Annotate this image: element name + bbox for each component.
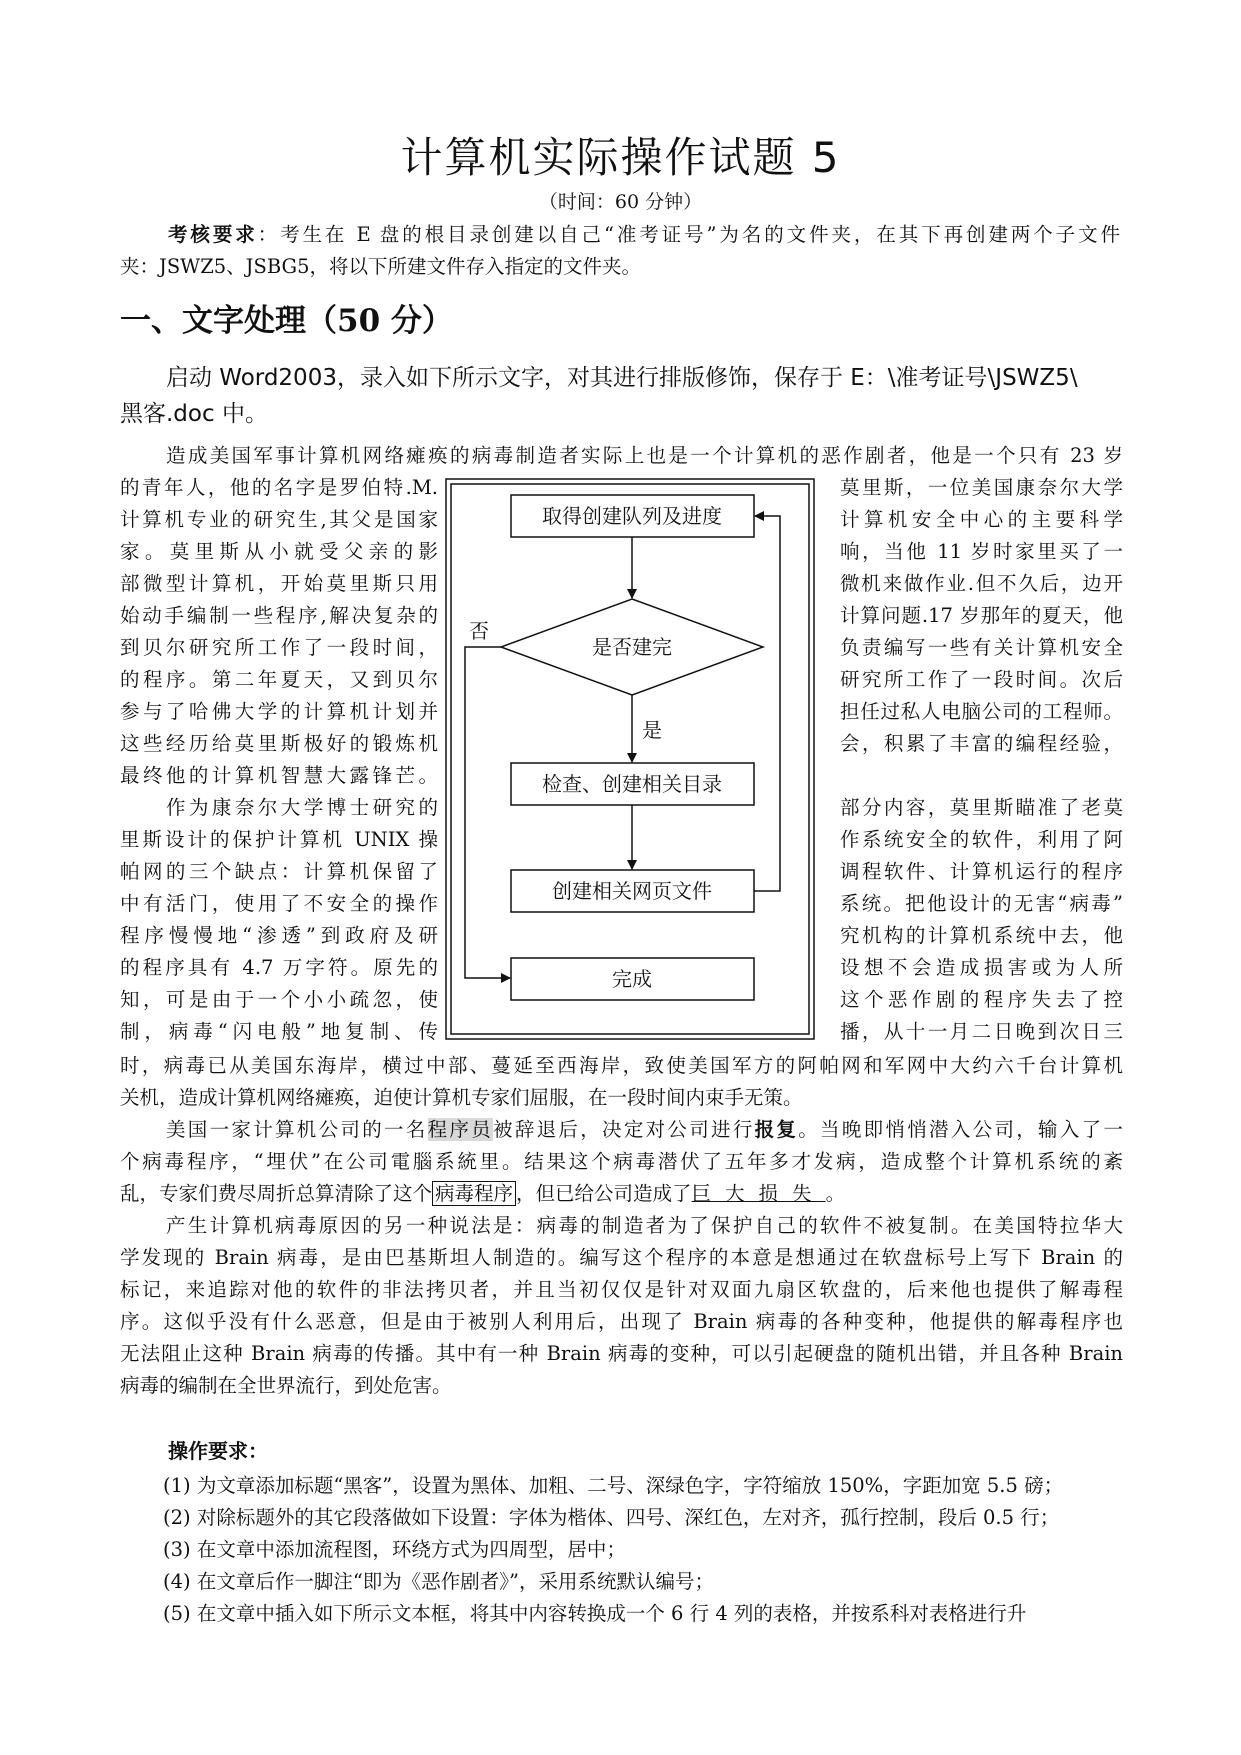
flowchart-box-create-label: 创建相关网页文件 [552, 879, 712, 903]
body-line-right: 计算机安全中心的主要科学 [840, 508, 1123, 531]
flowchart-loop-arrow [754, 516, 780, 891]
body-line: 乱，专家们费尽周折总算清除了这个 病毒程序 ，但已给公司造成了巨大损失。 [120, 1182, 846, 1205]
flowchart-no-arrow [465, 647, 510, 978]
operation-item: (2) 对除标题外的其它段落做如下设置：字体为楷体、四号、深红色，左对齐，孤行控制，段后 0.5 行； [163, 1506, 1060, 1529]
body-line-right: 微机来做作业.但不久后，边开 [840, 572, 1123, 595]
operation-item: (3) 在文章中添加流程图，环绕方式为四周型，居中； [163, 1538, 626, 1561]
intro-line-2: 黑客.doc 中。 [120, 401, 268, 427]
body-line-right: 负责编写一些有关计算机安全 [840, 636, 1123, 659]
body-line-left: 的程序具有 4.7 万字符。原先的 [120, 956, 438, 979]
body-line: 个病毒程序，“埋伏”在公司電腦系統里。结果这个病毒潜伏了五年多才发病，造成整个计算机系统的紊 [120, 1150, 1123, 1173]
flowchart-yes-label: 是 [642, 718, 662, 742]
body-line-right: 会，积累了丰富的编程经验， [840, 732, 1123, 755]
page-title: 计算机实际操作试题 5 [400, 133, 841, 182]
operations-heading: 操作要求： [168, 1439, 268, 1463]
flowchart-inner-border [451, 484, 809, 1034]
body-line-right: 担任过私人电脑公司的工程师。 [840, 700, 1123, 723]
requirement-text-1: ：考生在 E 盘的根目录创建以自己“准考证号”为名的文件夹，在其下再创建两个子文件 [257, 223, 1120, 246]
flowchart-box-check-label: 检查、创建相关目录 [542, 772, 722, 796]
requirement-text-2: 夹：JSWZ5、JSBG5，将以下所建文件存入指定的文件夹。 [120, 255, 642, 278]
body-line-left: 制，病毒“闪电般”地复制、传 [120, 1020, 438, 1043]
body-line-left: 到贝尔研究所工作了一段时间， [120, 636, 438, 659]
body-line-left: 里斯设计的保护计算机 UNIX 操 [120, 828, 438, 851]
body-line-right: 系统。把他设计的无害“病毒” [840, 892, 1123, 915]
body-line-left: 程序慢慢地“渗透”到政府及研 [120, 924, 438, 947]
operation-item: (5) 在文章中插入如下所示文本框，将其中内容转换成一个 6 行 4 列的表格，并按系科对表格进行升 [163, 1602, 1027, 1625]
body-line-left: 知，可是由于一个小小疏忽，使 [120, 988, 438, 1011]
body-line: 序。这似乎没有什么恶意，但是由于被别人利用后，出现了 Brain 病毒的各种变种，他提供的解毒程序也 [120, 1310, 1123, 1333]
flowchart-outer-border [446, 479, 814, 1039]
body-line-right: 究机构的计算机系统中去，他 [840, 924, 1123, 947]
flowchart-no-label: 否 [469, 619, 489, 643]
requirement-label: 考核要求 [168, 223, 258, 246]
body-line-left: 帕网的三个缺点：计算机保留了 [120, 860, 438, 883]
body-line-right: 播，从十一月二日晚到次日三 [840, 1020, 1123, 1043]
body-line: 无法阻止这种 Brain 病毒的传播。其中有一种 Brain 病毒的变种，可以引起硬盘的随机出错，并且各种 Brain [120, 1342, 1123, 1365]
body-line-left: 的青年人，他的名字是罗伯特.M. [120, 476, 438, 499]
flowchart-box-done-label: 完成 [612, 967, 652, 991]
body-line: 美国一家计算机公司的一名程序员被辞退后，决定对公司进行报复。当晚即悄悄潜入公司，输入了一 [166, 1118, 1123, 1141]
body-line: 时，病毒已从美国东海岸，横过中部、蔓延至西海岸，致使美国军方的阿帕网和军网中大约六千台计算机 [120, 1054, 1123, 1077]
operation-item: (4) 在文章后作一脚注“即为《恶作剧者》”，采用系统默认编号； [163, 1570, 715, 1593]
body-line-right: 部分内容，莫里斯瞄准了老莫 [840, 796, 1123, 819]
body-line-left: 最终他的计算机智慧大露锋芒。 [120, 764, 438, 787]
body-line-left: 家。莫里斯从小就受父亲的影 [120, 540, 438, 563]
body-line-right: 设想不会造成损害或为人所 [840, 956, 1123, 979]
body-line-left: 部微型计算机，开始莫里斯只用 [120, 572, 438, 595]
body-line-right: 响，当他 11 岁时家里买了一 [840, 540, 1123, 563]
operation-item: (1) 为文章添加标题“黑客”，设置为黑体、加粗、二号、深绿色字，字符缩放 150%，字距加宽 5.5 磅； [163, 1474, 1064, 1497]
body-line: 产生计算机病毒原因的另一种说法是：病毒的制造者为了保护自己的软件不被复制。在美国特拉华大 [166, 1214, 1123, 1237]
body-line-left: 参与了哈佛大学的计算机计划并 [120, 700, 438, 723]
body-line: 学发现的 Brain 病毒，是由巴基斯坦人制造的。编写这个程序的本意是想通过在软盘标号上写下 Brain 的 [120, 1246, 1123, 1269]
body-line-left: 的程序。第二年夏天，又到贝尔 [120, 668, 438, 691]
section-intro [120, 360, 1128, 432]
body-line: 病毒的编制在全世界流行，到处危害。 [120, 1374, 452, 1397]
body-line-right: 莫里斯，一位美国康奈尔大学 [840, 476, 1123, 499]
flowchart-decision-label: 是否建完 [592, 635, 672, 659]
body-line-right: 作系统安全的软件，利用了阿 [840, 828, 1123, 851]
section-heading: 一、文字处理（50 分） [120, 303, 453, 339]
body-line-left: 始动手编制一些程序,解决复杂的 [120, 604, 438, 627]
body-line-right: 研究所工作了一段时间。次后 [840, 668, 1123, 691]
body-line-right: 调程软件、计算机运行的程序 [840, 860, 1123, 883]
exam-requirement [120, 219, 1120, 283]
body-line-left: 计算机专业的研究生,其父是国家 [120, 508, 438, 531]
body-line-left: 这些经历给莫里斯极好的锻炼机 [120, 732, 438, 755]
body-line: 关机，造成计算机网络瘫痪，迫使计算机专家们屈服，在一段时间内束手无策。 [120, 1086, 803, 1109]
body-line-right: 计算问题.17 岁那年的夏天，他 [840, 604, 1123, 627]
body-line-left: 中有活门，使用了不安全的操作 [120, 892, 438, 915]
bold-word: 报复 [754, 1118, 799, 1141]
underlined-words: 巨大损失 [691, 1182, 826, 1205]
flowchart-box-start-label: 取得创建队列及进度 [542, 504, 722, 528]
boxed-word: 病毒程序 [432, 1181, 516, 1206]
highlighted-word: 程序员 [427, 1118, 494, 1141]
intro-line-1: 启动 Word2003，录入如下所示文字，对其进行排版修饰，保存于 E：\准考证号\JSWZ5\ [166, 365, 1078, 391]
exam-time: （时间：60 分钟） [538, 191, 703, 213]
body-line-left: 作为康奈尔大学博士研究的 [166, 796, 438, 819]
body-line: 造成美国军事计算机网络瘫痪的病毒制造者实际上也是一个计算机的恶作剧者，他是一个只有 23 岁 [166, 444, 1123, 467]
body-line: 标记，来追踪对他的软件的非法拷贝者，并且当初仅仅是针对双面九扇区软盘的，后来他也提供了解毒程 [120, 1278, 1123, 1301]
flowchart [445, 478, 815, 1040]
body-line-right: 这个恶作剧的程序失去了控 [840, 988, 1123, 1011]
